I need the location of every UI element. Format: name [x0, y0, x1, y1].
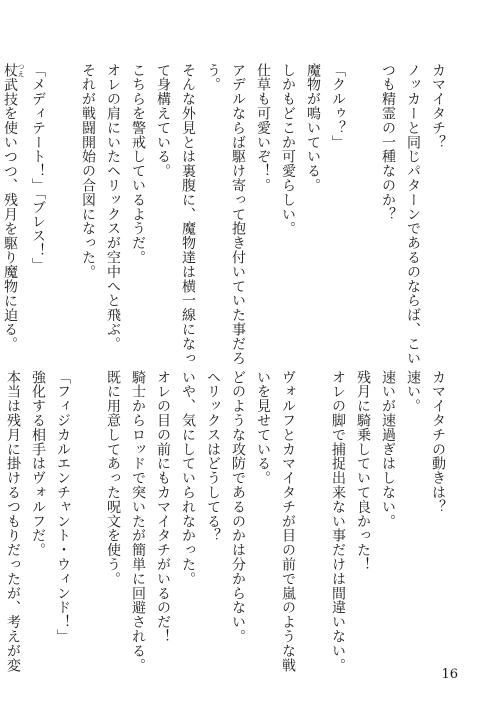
- text-line: 速い。: [405, 370, 421, 414]
- text-line: しかもどこか可愛らしい。: [280, 63, 296, 236]
- text-line: ヴォルフとカマイタチが目の前で嵐のような戦: [280, 370, 296, 673]
- text-line: 本当は残月に掛けるつもりだったが、考えが変: [5, 370, 21, 673]
- text-line: どのような攻防であるのかは分からない。: [230, 370, 246, 644]
- text-line: いを見せている。: [255, 370, 271, 486]
- blank-line: [50, 63, 75, 341]
- text-line: 「クルゥ？」: [330, 63, 346, 150]
- text-line: オレの目の前にもカマイタチがいるのだ！: [155, 370, 171, 644]
- blank-line: [350, 63, 375, 341]
- text-line: 残月に騎乗していて良かった！: [355, 370, 371, 572]
- ruby-line-rest: 武技を使いつつ、残月を駆り魔物に迫る。: [2, 77, 18, 352]
- text-line: 騎士からロッドで突いたが簡単に回避される。: [130, 370, 146, 673]
- ruby-annotation: [2, 63, 25, 78]
- text-line: オレの肩にいたヘリックスが空中へと飛ぶ。: [105, 63, 121, 351]
- text-line: 仕草も可愛いぞ！。: [255, 63, 271, 193]
- text-line: それが戦闘開始の合図になった。: [80, 63, 96, 279]
- text-line: 「メディテート！」「ブレス！」: [30, 63, 46, 272]
- text-line: こちらを警戒しているようだ。: [130, 63, 146, 265]
- lower-text-block: [0, 370, 450, 673]
- text-line: ヘリックスはどうしてる？: [205, 370, 221, 543]
- blank-line: [75, 370, 100, 648]
- text-line: アデルならば駆け寄って抱き付いていた事だろ: [230, 63, 246, 366]
- text-line: 魔物が鳴いている。: [305, 63, 321, 193]
- text-line: そんな外見とは裏腹に、魔物達は横一線になっ: [180, 63, 196, 366]
- text-line: う。: [205, 63, 221, 92]
- page-number: 16: [441, 667, 458, 682]
- text-line: カマイタチ？: [430, 63, 446, 150]
- text-line: つも精霊の一種なのか？: [380, 63, 396, 222]
- text-line: 既に用意してあった呪文を使う。: [105, 370, 121, 586]
- text-line: カマイタチの動きは？: [430, 370, 446, 514]
- text-line: 速いが速過ぎはしない。: [380, 370, 396, 529]
- ruby-base: 杖: [2, 63, 18, 78]
- upper-text-block: [0, 63, 450, 366]
- ruby-reading: つえ: [17, 63, 25, 78]
- text-line: いや、気にしていられなかった。: [180, 370, 196, 586]
- text-line: オレの脚で捕捉出来ない事だけは間違いない。: [330, 370, 346, 673]
- blank-line: [300, 370, 325, 648]
- text-line: 強化する相手はヴォルフだ。: [30, 370, 46, 558]
- text-line: ノッカーと同じパターンであるのならば、こい: [405, 63, 421, 366]
- text-line-with-ruby: [0, 63, 25, 352]
- text-line: 「フィジカルエンチャント・ウィンド！」: [55, 370, 71, 644]
- text-line: て身構えている。: [155, 63, 171, 179]
